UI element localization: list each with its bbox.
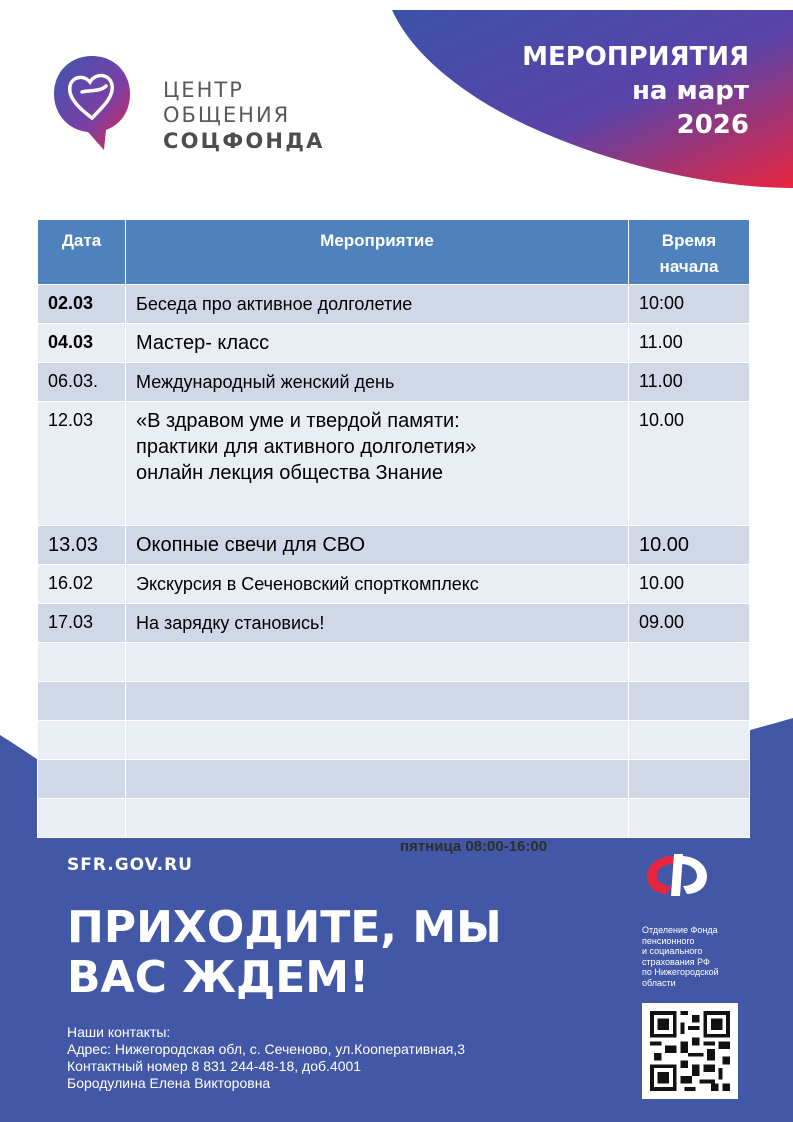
table-row-empty [38, 760, 750, 799]
cell-event: На зарядку становись! [126, 604, 629, 643]
header-time [629, 220, 750, 285]
cell-time: 10.00 [629, 402, 750, 526]
title-line-2: на март [631, 76, 749, 106]
cell-time: 10:00 [629, 285, 750, 324]
logo-line-3: СОЦФОНДА [163, 129, 325, 153]
cell-empty [38, 721, 126, 760]
cell-date: 17.03 [38, 604, 126, 643]
cell-time: 10.00 [629, 565, 750, 604]
cell-empty [629, 721, 750, 760]
table-row [38, 285, 750, 324]
cell-empty [126, 799, 629, 838]
cell-date: 13.03 [38, 526, 126, 565]
heart-speech-bubble-icon [52, 50, 132, 152]
cell-time: 09.00 [629, 604, 750, 643]
header-date: Дата [38, 220, 126, 285]
cell-date: 04.03 [38, 324, 126, 363]
events-table [37, 219, 750, 838]
header-time-line-2: начала [659, 257, 719, 276]
sfr-caption [642, 925, 742, 988]
welcome-slogan [67, 903, 502, 1003]
table-row-empty [38, 643, 750, 682]
cell-empty [629, 643, 750, 682]
website-link[interactable]: SFR.GOV.RU [67, 855, 193, 875]
sfr-caption-line: Отделение Фонда [642, 925, 718, 935]
cell-date: 16.02 [38, 565, 126, 604]
logo-line-1: ЦЕНТР [163, 78, 244, 102]
cell-empty [126, 682, 629, 721]
cell-empty [126, 721, 629, 760]
cell-empty [126, 760, 629, 799]
sfr-caption-line: по Нижегородской [642, 967, 719, 977]
cell-empty [38, 799, 126, 838]
contacts-address: Адрес: Нижегородская обл, с. Сеченово, ул.Кооперативная,3 [67, 1041, 465, 1057]
contacts-title: Наши контакты: [67, 1024, 171, 1040]
table-row [38, 604, 750, 643]
table-row-empty [38, 799, 750, 838]
cell-event: «В здравом уме и твердой памяти: практики для активного долголетия» онлайн лекция общества Знание [126, 402, 629, 526]
cell-event: Окопные свечи для СВО [126, 526, 629, 565]
welcome-line-2: ВАС ЖДЕМ! [67, 952, 370, 1003]
table-row-empty [38, 721, 750, 760]
cell-date: 12.03 [38, 402, 126, 526]
title-line-3: 2026 [676, 110, 749, 140]
contacts-block [67, 1024, 465, 1092]
cell-empty [629, 760, 750, 799]
table-row [38, 402, 750, 526]
contacts-person: Бородулина Елена Викторовна [67, 1075, 271, 1091]
table-row [38, 565, 750, 604]
sfr-caption-line: пенсионного [642, 935, 695, 946]
cell-empty [38, 760, 126, 799]
table-row [38, 363, 750, 402]
cell-empty [126, 643, 629, 682]
sfr-caption-line: страхования РФ [642, 956, 710, 967]
cell-date: 02.03 [38, 285, 126, 324]
page-title [522, 40, 749, 142]
sfr-logo-icon [643, 852, 711, 898]
working-hours: пятница 08:00-16:00 [400, 838, 548, 855]
logo-text [163, 78, 325, 154]
table-row [38, 526, 750, 565]
logo-line-2: ОБЩЕНИЯ [163, 103, 291, 127]
cell-time: 11.00 [629, 324, 750, 363]
cell-empty [38, 682, 126, 721]
sfr-caption-line: и социального [642, 946, 703, 956]
table-row [38, 324, 750, 363]
cell-event: Экскурсия в Сеченовский спорткомплекс [126, 565, 629, 604]
sfr-caption-line: области [642, 977, 676, 988]
table-header-row [38, 220, 750, 285]
cell-empty [629, 682, 750, 721]
cell-date: 06.03. [38, 363, 126, 402]
header-event: Мероприятие [126, 220, 629, 285]
table-row-empty [38, 682, 750, 721]
contacts-phone: Контактный номер 8 831 244-48-18, доб.4001 [67, 1058, 362, 1074]
cell-event: Беседа про активное долголетие [126, 285, 629, 324]
cell-time: 11.00 [629, 363, 750, 402]
welcome-line-1: ПРИХОДИТЕ, МЫ [67, 902, 502, 953]
cell-empty [38, 643, 126, 682]
title-line-1: МЕРОПРИЯТИЯ [522, 42, 749, 72]
cell-time: 10.00 [629, 526, 750, 565]
cell-event: Международный женский день [126, 363, 629, 402]
header-time-line-1: Время [661, 231, 717, 250]
cell-empty [629, 799, 750, 838]
qr-code-icon[interactable] [642, 1003, 738, 1099]
cell-event: Мастер- класс [126, 324, 629, 363]
